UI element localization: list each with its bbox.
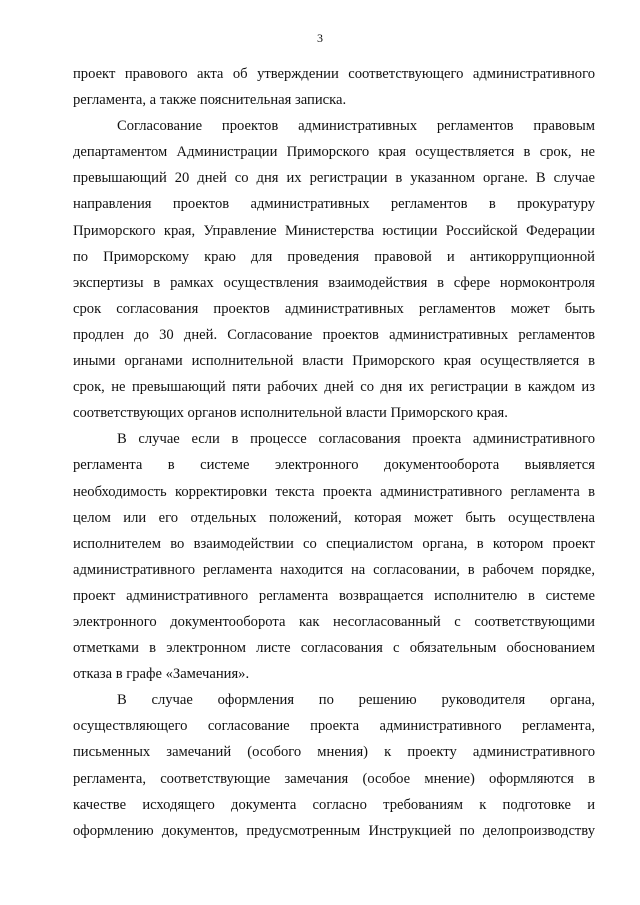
paragraph-4 — [73, 687, 595, 844]
paragraph-1 — [73, 61, 595, 113]
text-line: экспертизы в рамках осуществления взаимодействия в сфере нормоконтроля — [73, 274, 595, 291]
text-line: электронного документооборота как несогласованный с соответствующими — [73, 613, 595, 630]
text-line: оформлению документов, предусмотренным Инструкцией по делопроизводству — [73, 822, 595, 839]
text-line: превышающий 20 дней со дня их регистрации в указанном органе. В случае — [73, 170, 595, 187]
text-line: регламента, а также пояснительная записка. — [73, 92, 347, 109]
text-line: Согласование проектов административных регламентов правовым — [117, 118, 595, 135]
text-line: регламента в системе электронного документооборота выявляется — [73, 457, 595, 474]
text-line: срок согласования проектов административных регламентов может быть — [73, 300, 595, 317]
text-line: исполнителем во взаимодействии со специалистом органа, в котором проект — [73, 535, 595, 552]
text-line: осуществляющего согласование проекта административного регламента, — [73, 718, 595, 735]
text-line: проект административного регламента возвращается исполнителю в системе — [73, 587, 595, 604]
text-line: административного регламента находится на согласовании, в рабочем порядке, — [73, 561, 595, 578]
text-line: направления проектов административных регламентов в прокуратуру — [73, 196, 595, 213]
text-line: соответствующих органов исполнительной власти Приморского края. — [73, 405, 508, 422]
text-line: по Приморскому краю для проведения правовой и антикоррупционной — [73, 248, 595, 265]
text-line: срок, не превышающий пяти рабочих дней со дня их регистрации в каждом из — [73, 379, 595, 396]
paragraph-2 — [73, 113, 595, 426]
text-line: отказа в графе «Замечания». — [73, 666, 250, 683]
text-line: качестве исходящего документа согласно требованиям к подготовке и — [73, 796, 595, 813]
text-line: необходимость корректировки текста проекта административного регламента в — [73, 483, 595, 500]
text-line: письменных замечаний (особого мнения) к проекту административного — [73, 744, 595, 761]
paragraph-3 — [73, 426, 595, 687]
text-line: регламента, соответствующие замечания (особое мнение) оформляются в — [73, 770, 595, 787]
text-line: целом или его отдельных положений, которая может быть осуществлена — [73, 509, 595, 526]
page-number: 3 — [317, 31, 323, 45]
text-line: В случае если в процессе согласования проекта административного — [117, 431, 595, 448]
text-line: департаментом Администрации Приморского края осуществляется в срок, не — [73, 144, 595, 161]
text-line: продлен до 30 дней. Согласование проектов административных регламентов — [73, 326, 595, 343]
text-line: иными органами исполнительной власти Приморского края осуществляется в — [73, 353, 595, 370]
document-body — [73, 61, 595, 844]
text-line: отметками в электронном листе согласования с обязательным обоснованием — [73, 640, 595, 657]
text-line: проект правового акта об утверждении соответствующего административного — [73, 66, 595, 82]
text-line: Приморского края, Управление Министерства юстиции Российской Федерации — [73, 222, 595, 239]
text-line: В случае оформления по решению руководителя органа, — [117, 692, 595, 709]
